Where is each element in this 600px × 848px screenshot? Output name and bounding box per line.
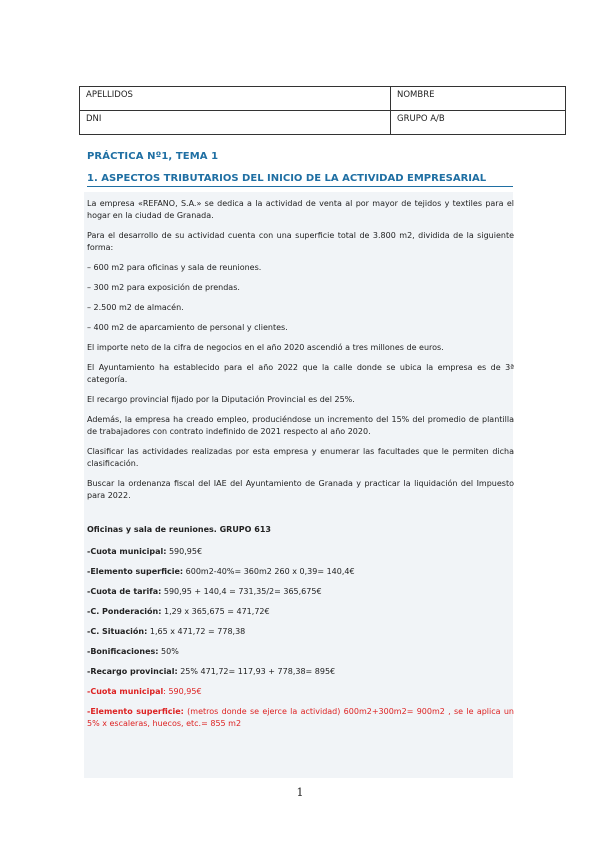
calc-label: -Elemento superficie:: [87, 567, 184, 576]
dni-cell: DNI: [80, 111, 391, 135]
table-row: [80, 111, 566, 135]
student-info-table: [79, 86, 566, 135]
calc-label: -Cuota de tarifa:: [87, 587, 162, 596]
red-calc-line: [87, 706, 514, 730]
calc-line: [87, 646, 514, 658]
calc-value: 590,95€: [166, 547, 203, 556]
apellidos-cell: APELLIDOS: [80, 87, 391, 111]
calc-line: [87, 546, 514, 558]
paragraph: Para el desarrollo de su actividad cuenta con una superficie total de 3.800 m2, dividida de la siguiente forma:: [87, 231, 514, 252]
calc-line: [87, 586, 514, 598]
calc-line: [87, 606, 514, 618]
calc-line: [87, 566, 514, 578]
calc-label: -Cuota municipal: [87, 687, 164, 696]
section-title: 1. ASPECTOS TRIBUTARIOS DEL INICIO DE LA ACTIVIDAD EMPRESARIAL: [87, 173, 513, 187]
calc-label: -Elemento superficie:: [87, 707, 184, 716]
practice-title: PRÁCTICA Nº1, TEMA 1: [87, 151, 219, 162]
calc-value: 50%: [158, 647, 179, 656]
paragraph: La empresa «REFANO, S.A.» se dedica a la actividad de venta al por mayor de tejidos y textiles para el hogar en la ciudad de Granada.: [87, 199, 514, 220]
calc-value: 1,29 x 365,675 = 471,72€: [161, 607, 270, 616]
paragraph: El importe neto de la cifra de negocios en el año 2020 ascendió a tres millones de euros.: [87, 343, 444, 352]
paragraph: El recargo provincial fijado por la Diputación Provincial es del 25%.: [87, 395, 355, 404]
calc-value: 600m2-40%= 360m2 260 x 0,39= 140,4€: [183, 567, 355, 576]
list-item: – 600 m2 para oficinas y sala de reuniones.: [87, 263, 262, 272]
calc-label: -C. Ponderación:: [87, 607, 162, 616]
list-item: – 2.500 m2 de almacén.: [87, 303, 184, 312]
list-item: – 300 m2 para exposición de prendas.: [87, 283, 240, 292]
grupo-cell: GRUPO A/B: [391, 111, 566, 135]
calc-value: 25% 471,72= 117,93 + 778,38= 895€: [177, 667, 336, 676]
list-item: – 400 m2 de aparcamiento de personal y clientes.: [87, 323, 288, 332]
table-row: [80, 87, 566, 111]
calc-line: [87, 666, 514, 678]
paragraph: Además, la empresa ha creado empleo, produciéndose un incremento del 15% del promedio de plantilla de trabajadores con contrato indefinido de 2021 respecto al año 2020.: [87, 415, 514, 436]
calc-value: : 590,95€: [163, 687, 202, 696]
calc-label: -Recargo provincial:: [87, 667, 178, 676]
paragraph: Clasificar las actividades realizadas por esta empresa y enumerar las facultades que le permiten dicha clasificación.: [87, 447, 514, 468]
calc-label: -Bonificaciones:: [87, 647, 159, 656]
calc-label: -Cuota municipal:: [87, 547, 167, 556]
calc-value: 590,95 + 140,4 = 731,35/2= 365,675€: [161, 587, 322, 596]
paragraph: El Ayuntamiento ha establecido para el año 2022 que la calle donde se ubica la empresa es de 3ª categoría.: [87, 363, 514, 384]
paragraph: Buscar la ordenanza fiscal del IAE del Ayuntamiento de Granada y practicar la liquidación del Impuesto para 2022.: [87, 479, 514, 500]
page-number: 1: [296, 786, 304, 799]
nombre-cell: NOMBRE: [391, 87, 566, 111]
document-body: [87, 198, 514, 738]
red-calc-line: [87, 686, 514, 698]
calc-label: -C. Situación:: [87, 627, 148, 636]
calc-value: 1,65 x 471,72 = 778,38: [147, 627, 246, 636]
calc-value: (metros donde se ejerce la actividad) 600m2+300m2= 900m2 , se le aplica un 5% x escaleras, huecos, etc.= 855 m2: [87, 707, 514, 728]
calc-heading: Oficinas y sala de reuniones. GRUPO 613: [87, 525, 271, 534]
calc-line: [87, 626, 514, 638]
